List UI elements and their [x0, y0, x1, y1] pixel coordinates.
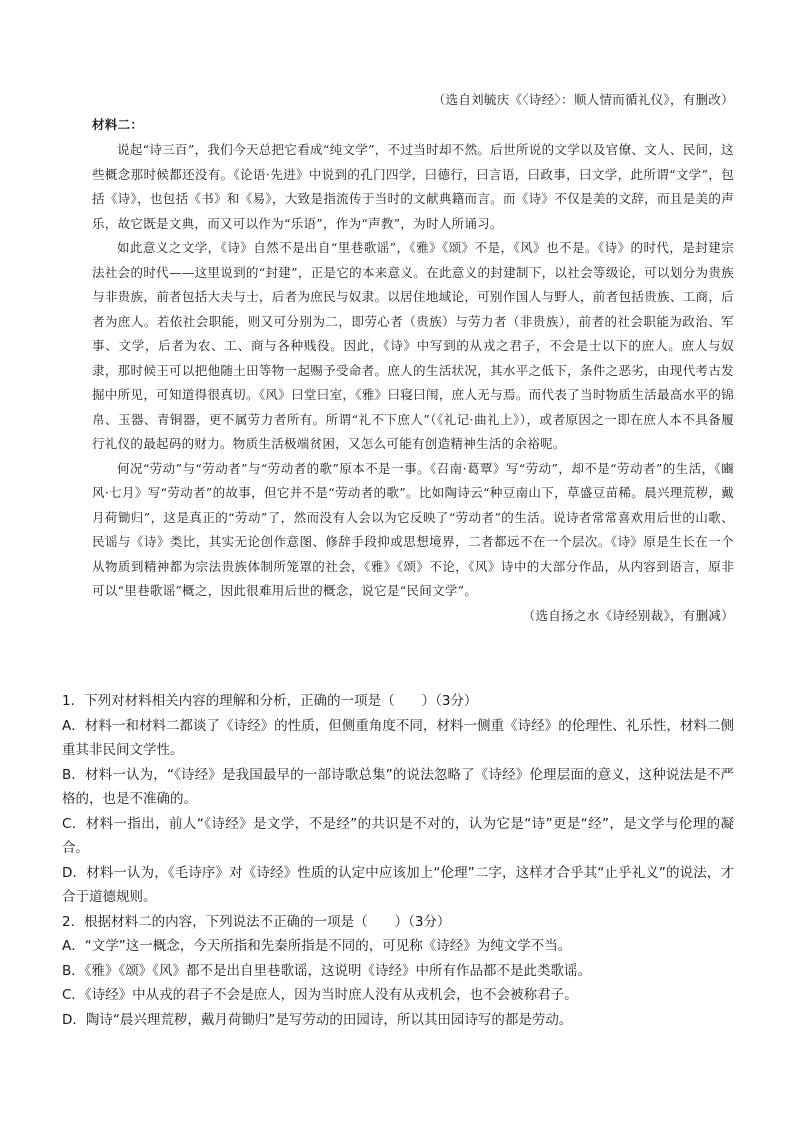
answer-option-a: A．材料一和材料二都谈了《诗经》的性质，但侧重角度不同，材料一侧重《诗经》的伦理性、礼乐性，材料二侧重其非民间文学性。: [62, 717, 734, 758]
question-stem: 2．根据材料二的内容，下列说法不正确的一项是（ ）（3分）: [62, 913, 451, 930]
answer-option-c: C．《诗经》中从戎的君子不会是庶人，因为当时庶人没有从戎机会，也不会被称君子。: [62, 987, 578, 1003]
answer-option-d: D．材料一认为，《毛诗序》对《诗经》性质的认定中应该加上“伦理”二字，这样才合乎其“止乎礼义”的说法，才合于道德规则。: [62, 864, 734, 905]
answer-option-d: D．陶诗“晨兴理荒秽，戴月荷锄归”是写劳动的田园诗，所以其田园诗写的都是劳动。: [62, 1011, 573, 1028]
material-paragraph: 如此意义之文学，《诗》自然不是出自“里巷歌谣”，《雅》《颂》不是，《风》也不是。《诗》的时代，是封建宗法社会的时代——这里说到的“封建”，正是它的本来意义。在此意义的封建制下，以社会等级论，可以划分为贵族与非贵族，前者包括大夫与士，后者为庶民与奴隶。以居住地域论，可别作国人与野人，前者包括贵族、工商，后者为庶人。若依社会职能，则又可分别为二，即劳心者（贵族）与劳力者（非贵族），前者的社会职能为政治、军事、文学，后者为农、工、商与各种贱役。因此，《诗》中写到的从戎之君子，不会是士以下的庶人。庶人与奴隶，那时候王可以把他随土田等物一起赐予受命者。庶人的生活状况，其水平之低下，条件之恶劣，由现代考古发掘中所见，可知道得很真切。《风》曰堂曰室，《雅》曰寝曰闱，庶人无与焉。而代表了当时物质生活最高水平的锦帛、玉器、青铜器，更不属劳力者所有。所谓“礼不下庶人”（《礼记·曲礼上》），或者原因之一即在庶人本不具备履行礼仪的最起码的财力。物质生活极端贫困，又怎么可能有创造精神生活的余裕呢。: [92, 240, 734, 451]
material-paragraph: 何况“劳动”与“劳动者”与“劳动者的歌”原本不是一事。《召南·葛覃》写“劳动”，却不是“劳动者”的生活，《豳风·七月》写“劳动者”的故事，但它并不是“劳动者的歌”。比如陶诗云“种豆南山下，草盛豆苗稀。晨兴理荒秽，戴月荷锄归”，这是真正的“劳动”了，然而没有人会以为它反映了“劳动者”的生活。说诗者常常喜欢用后世的山歌、民谣与《诗》类比，其实无论创作意图、修辞手段抑或思想境界，二者都远不在一个层次。《诗》原是生长在一个从物质到精神都为宗法贵族体制所笼罩的社会，《雅》《颂》不论，《风》诗中的大部分作品，从内容到语言，原非可以“里巷歌谣”概之，因此很难用后世的概念，说它是“民间文学”。: [92, 460, 734, 598]
answer-option-a: A．“文学”这一概念，今天所指和先秦所指是不同的，可见称《诗经》为纯文学不当。: [62, 938, 572, 954]
source-citation-two: （选自扬之水《诗经别裁》，有删减）: [522, 607, 734, 623]
source-citation-one: （选自刘毓庆《〈诗经〉：顺人情而循礼仪》，有删改）: [432, 92, 734, 107]
question-2: [62, 910, 734, 1033]
answer-option-b: B．材料一认为，“《诗经》是我国最早的一部诗歌总集”的说法忽略了《诗经》伦理层面的意义，这种说法是不严格的，也是不准确的。: [62, 766, 734, 807]
material-paragraph: 说起“诗三百”，我们今天总把它看成“纯文学”，不过当时却不然。后世所说的文学以及官僚、文人、民间，这些概念那时候都还没有。《论语·先进》中说到的孔门四学，曰德行，曰言语，曰政事，曰文学，此所谓“文学”，包括《诗》，也包括《书》和《易》，大致是指流传于当时的文献典籍而言。而《诗》不仅是美的文辞，而且是美的声乐，故它既是文典，而又可以作为“乐语”，作为“声教”，为时人所诵习。: [92, 142, 734, 231]
question-stem: 1．下列对材料相关内容的理解和分析，正确的一项是（ ）（3分）: [62, 693, 478, 709]
question-1: [62, 689, 734, 910]
answer-option-b: B．《雅》《颂》《风》都不是出自里巷歌谣，这说明《诗经》中所有作品都不是此类歌谣。: [62, 962, 592, 979]
material-section: [92, 88, 734, 628]
questions-section: [62, 689, 734, 1032]
answer-option-c: C．材料一指出，前人“《诗经》是文学，不是经”的共识是不对的，认为它是“诗”更是“经”，是文学与伦理的凝合。: [62, 815, 734, 856]
material-two-heading: 材料二：: [92, 117, 144, 132]
